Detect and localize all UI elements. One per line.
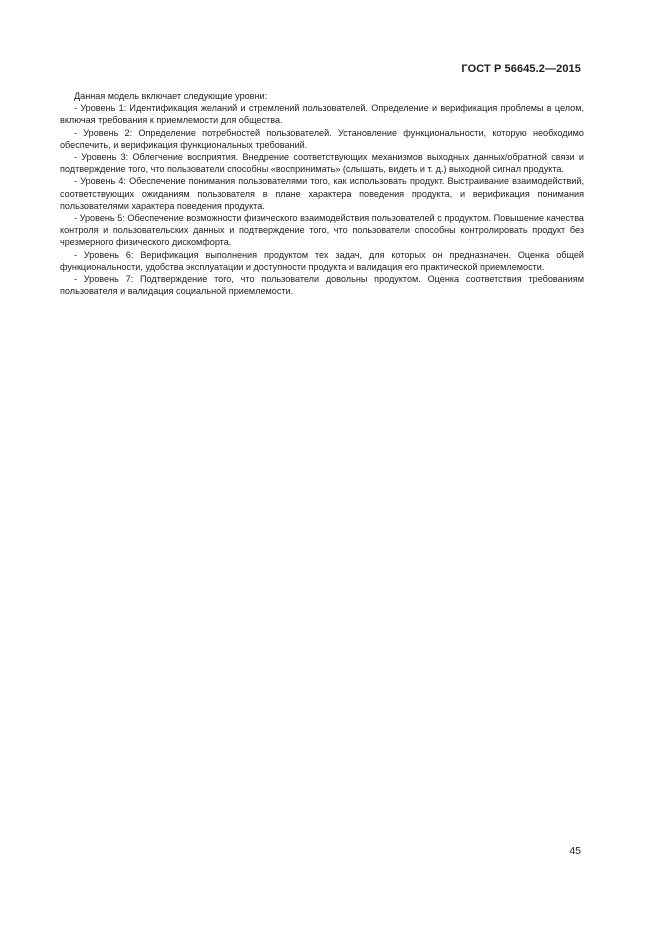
level-6-paragraph: - Уровень 6: Верификация выполнения продуктом тех задач, для которых он предназначен. Оценка общей функциональности, удобства эксплуатации и доступности продукта и валидация его практической приемлемости.	[60, 249, 584, 272]
standard-code-header: ГОСТ Р 56645.2—2015	[461, 63, 581, 75]
document-body	[60, 90, 584, 297]
level-4-paragraph: - Уровень 4: Обеспечение понимания пользователями того, как использовать продукт. Выстраивание взаимодействий, соответствующих ожиданиям пользователя в плане характера поведения продукта, и верификация понимания пользователями характера поведения продукта.	[60, 176, 584, 211]
intro-paragraph: Данная модель включает следующие уровни:	[74, 91, 268, 101]
level-2-paragraph: - Уровень 2: Определение потребностей пользователей. Установление функциональности, которую необходимо обеспечить, и верификация функциональных требований.	[60, 127, 584, 150]
page-number: 45	[569, 845, 581, 857]
level-7-paragraph: - Уровень 7: Подтверждение того, что пользователи довольны продуктом. Оценка соответствия требованиям пользователя и валидация социальной приемлемости.	[60, 274, 584, 297]
level-5-paragraph: - Уровень 5: Обеспечение возможности физического взаимодействия пользователей с продуктом. Повышение качества контроля и пользовательских данных и подтверждение того, что пользователи способны контролировать продукт без чрезмерного физического дискомфорта.	[60, 213, 584, 248]
level-1-paragraph: - Уровень 1: Идентификация желаний и стремлений пользователей. Определение и верификация проблемы в целом, включая требования к приемлемости для общества.	[60, 103, 584, 126]
level-3-paragraph: - Уровень 3: Облегчение восприятия. Внедрение соответствующих механизмов выходных данных/обратной связи и подтверждение того, что пользователи способны «воспринимать» (слышать, видеть и т. д.) выходной сигнал продукта.	[60, 152, 584, 175]
